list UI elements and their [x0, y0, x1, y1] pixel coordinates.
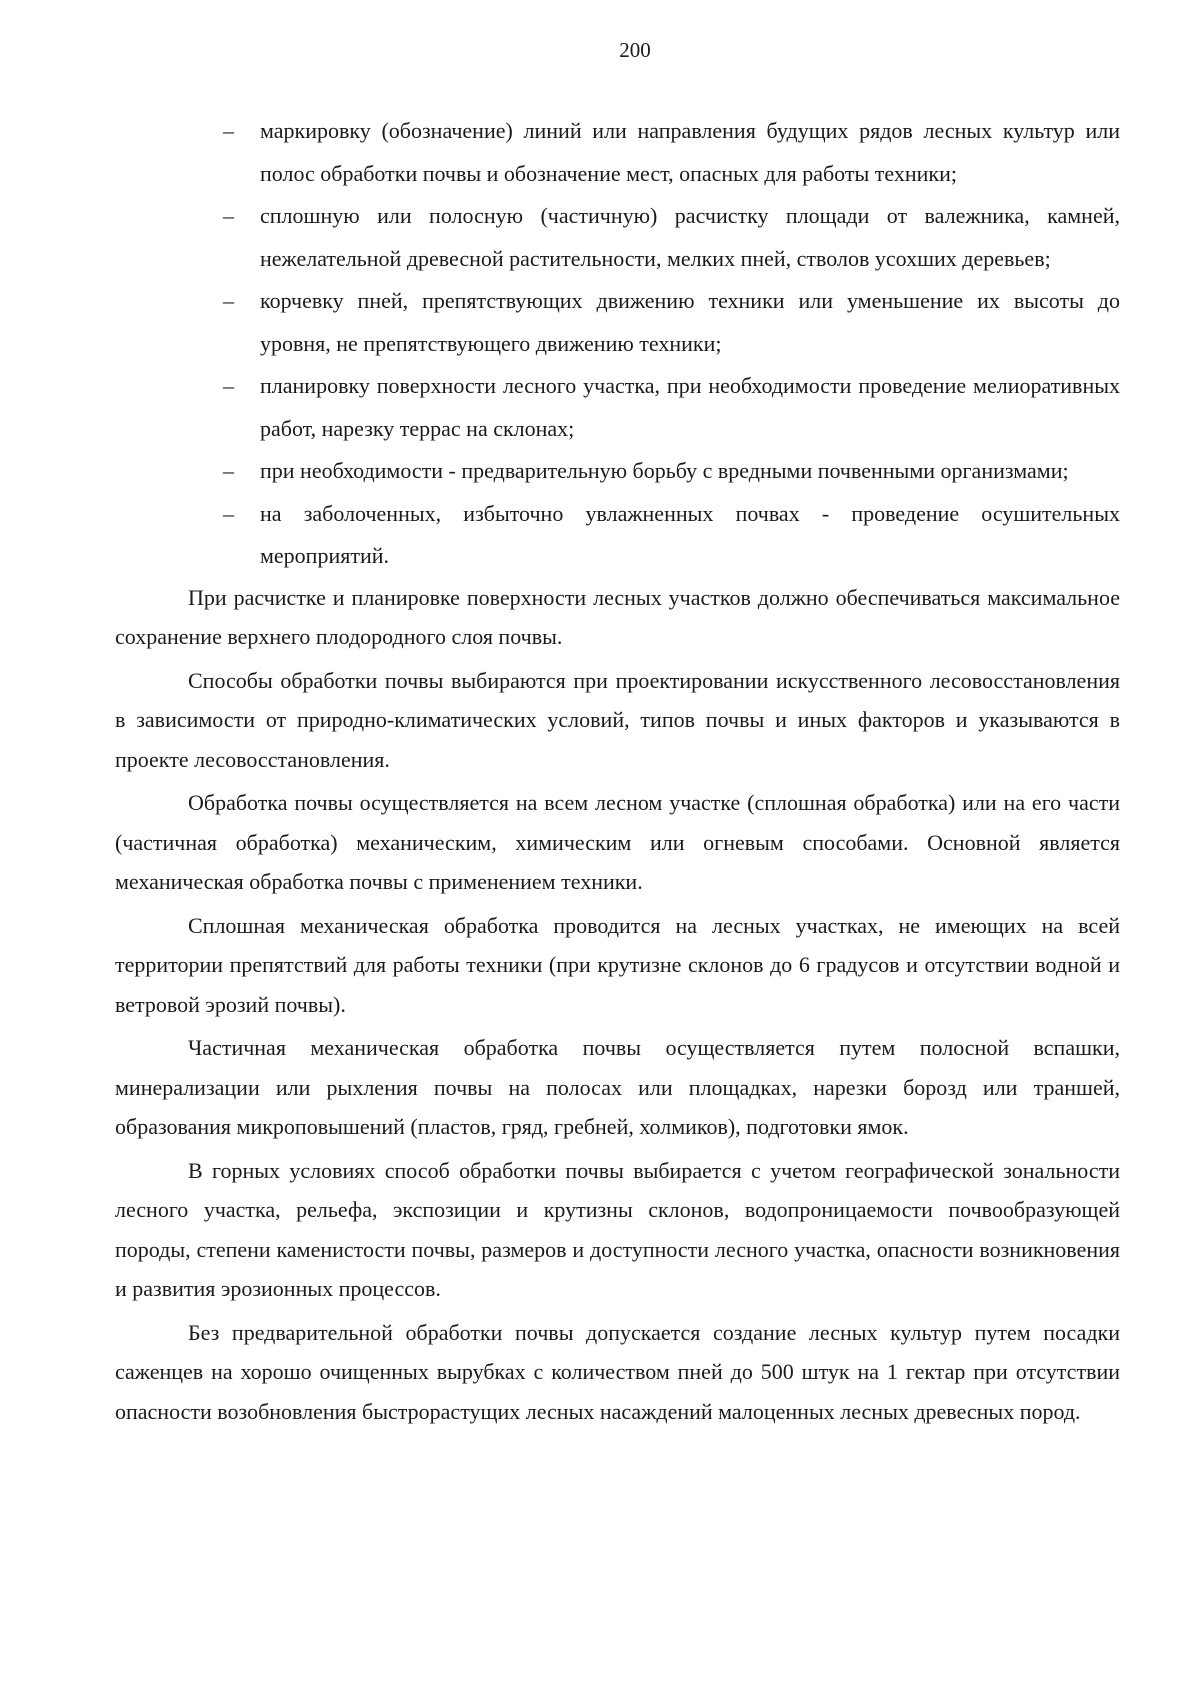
dash-marker: – — [223, 373, 234, 398]
list-item — [115, 280, 1120, 365]
list-item-text: корчевку пней, препятствующих движению техники или уменьшение их высоты до уровня, не препятствующего движению техники; — [260, 288, 1120, 356]
dash-marker: – — [223, 458, 234, 483]
dash-marker: – — [223, 500, 234, 526]
paragraph: Сплошная механическая обработка проводится на лесных участках, не имеющих на всей территории препятствий для работы техники (при крутизне склонов до 6 градусов и отсутствии водной и ветровой эрозий почвы). — [115, 912, 1120, 1017]
list-item-text: планировку поверхности лесного участка, при необходимости проведение мелиоративных работ, нарезку террас на склонах; — [260, 373, 1120, 441]
list-item-text: сплошную или полосную (частичную) расчистку площади от валежника, камней, нежелательной древесной растительности, мелких пней, стволов усохших деревьев; — [260, 203, 1120, 271]
paragraph: Без предварительной обработки почвы допускается создание лесных культур путем посадки саженцев на хорошо очищенных вырубках с количеством пней до 500 штук на 1 гектар при отсутствии опасности возобновления быстрорастущих лесных насаждений малоценных лесных древесных пород. — [115, 1319, 1120, 1424]
paragraph: В горных условиях способ обработки почвы выбирается с учетом географической зональности лесного участка, рельефа, экспозиции и крутизны склонов, водопроницаемости почвообразующей породы, степени каменистости почвы, размеров и доступности лесного участка, опасности возникновения и развития эрозионных процессов. — [115, 1157, 1120, 1301]
list-item — [115, 365, 1120, 450]
dash-marker: – — [223, 118, 234, 143]
list-item-text: маркировку (обозначение) линий или направления будущих рядов лесных культур или полос обработки почвы и обозначение мест, опасных для работы техники; — [260, 118, 1120, 186]
paragraph: Обработка почвы осуществляется на всем лесном участке (сплошная обработка) или на его части (частичная обработка) механическим, химическим или огневым способами. Основной является механическая обработка почвы с применением техники. — [115, 790, 1120, 894]
document-body — [115, 110, 1120, 1431]
dash-marker: – — [223, 288, 234, 313]
list-item — [115, 450, 1120, 493]
dash-marker: – — [223, 203, 234, 228]
bullet-list — [115, 110, 1120, 578]
page-number: 200 — [619, 38, 651, 62]
list-item — [115, 195, 1120, 280]
list-item-text: при необходимости - предварительную борьбу с вредными почвенными организмами; — [260, 458, 1069, 483]
list-item — [115, 110, 1120, 195]
paragraph: При расчистке и планировке поверхности лесных участков должно обеспечиваться максимальное сохранение верхнего плодородного слоя почвы. — [115, 584, 1120, 649]
list-item — [115, 493, 1120, 578]
paragraph: Способы обработки почвы выбираются при проектировании искусственного лесовосстановления в зависимости от природно-климатических условий, типов почвы и иных факторов и указываются в проекте лесовосстановления. — [115, 667, 1120, 772]
paragraph: Частичная механическая обработка почвы осуществляется путем полосной вспашки, минерализации или рыхления почвы на полосах или площадках, нарезки борозд или траншей, образования микроповышений (пластов, гряд, гребней, холмиков), подготовки ямок. — [115, 1035, 1120, 1139]
list-item-text: на заболоченных, избыточно увлажненных почвах - проведение осушительных мероприятий. — [260, 500, 1120, 568]
